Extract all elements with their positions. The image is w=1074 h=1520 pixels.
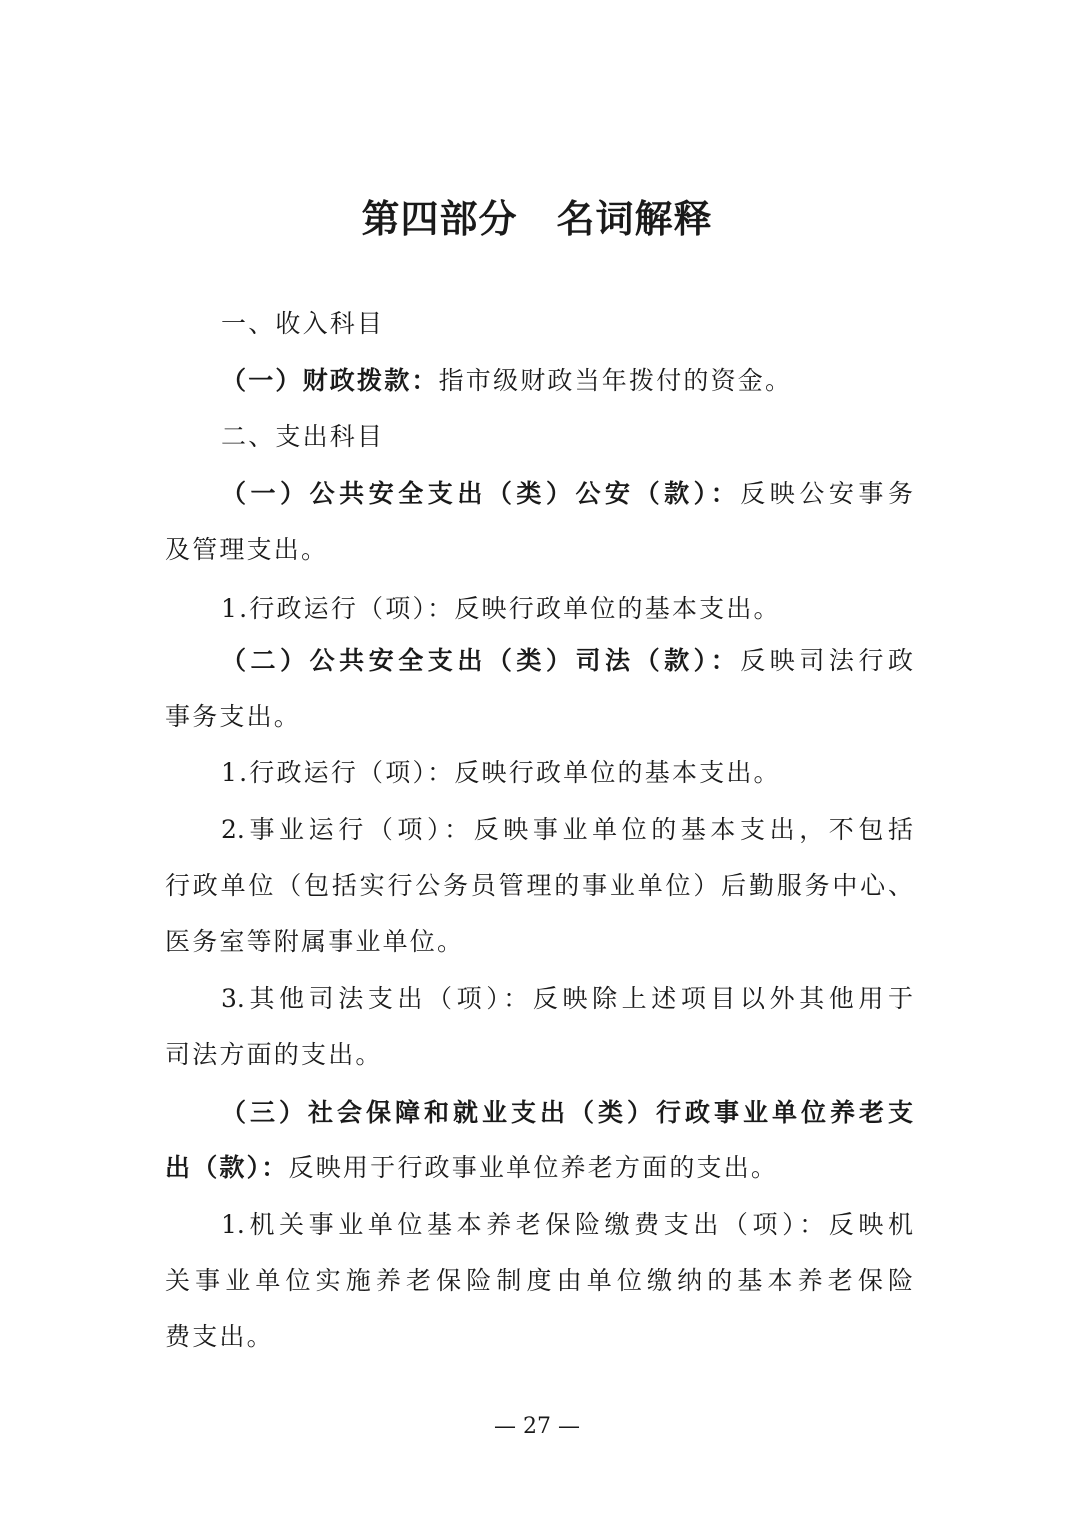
expense-item-1-sub-1 bbox=[221, 592, 913, 626]
expense-item-2-text-b: 事务支出。 bbox=[165, 702, 302, 731]
income-item-1 bbox=[221, 364, 913, 398]
expense-item-2-sub-2-line-3 bbox=[165, 925, 913, 959]
expense-item-1-sub-1-text: 1.行政运行（项）：反映行政单位的基本支出。 bbox=[221, 594, 781, 623]
expense-item-1-label: （一）公共安全支出（类）公安（款）： bbox=[221, 479, 741, 508]
expense-item-2-sub-2-text-b: 行政单位（包括实行公务员管理的事业单位）后勤服务中心、 bbox=[165, 871, 913, 900]
expense-item-2-sub-2-line-1 bbox=[221, 813, 913, 847]
expense-item-2-sub-3-text-b: 司法方面的支出。 bbox=[165, 1040, 383, 1069]
income-item-1-text: 指市级财政当年拨付的资金。 bbox=[438, 366, 793, 395]
expense-item-1-text-a: 反映公安事务 bbox=[740, 479, 913, 508]
expense-item-2-sub-2-line-2 bbox=[165, 869, 913, 903]
income-item-1-label: （一）财政拨款： bbox=[221, 366, 439, 395]
expense-item-3-line-1 bbox=[221, 1096, 913, 1130]
expense-item-3-sub-1-line-2 bbox=[165, 1264, 913, 1298]
expense-item-2-sub-1-text: 1.行政运行（项）：反映行政单位的基本支出。 bbox=[221, 758, 781, 787]
expense-item-2-sub-3-text-a: 3.其他司法支出（项）：反映除上述项目以外其他用于 bbox=[221, 984, 913, 1013]
expense-item-3-sub-1-line-1 bbox=[221, 1208, 913, 1242]
expense-item-3-label-a: （三）社会保障和就业支出（类）行政事业单位养老支 bbox=[221, 1098, 913, 1127]
expense-item-3-sub-1-text-b: 关事业单位实施养老保险制度由单位缴纳的基本养老保险 bbox=[165, 1266, 913, 1295]
page-number: — 27 — bbox=[494, 1414, 580, 1439]
expense-item-2-sub-2-text-c: 医务室等附属事业单位。 bbox=[165, 927, 465, 956]
income-heading-text: 一、收入科目 bbox=[221, 309, 385, 338]
expense-item-2-sub-3-line-1 bbox=[221, 982, 913, 1016]
expense-item-2-sub-2-text-a: 2.事业运行（项）：反映事业单位的基本支出，不包括 bbox=[221, 815, 913, 844]
expense-item-2-line-2 bbox=[165, 700, 913, 734]
expense-item-1-line-2 bbox=[165, 533, 913, 567]
expense-item-2-line-1 bbox=[221, 644, 913, 678]
page-title: 第四部分 名词解释 bbox=[361, 197, 713, 241]
expense-heading-text: 二、支出科目 bbox=[221, 422, 385, 451]
expense-item-3-label-b: 出（款）： bbox=[165, 1153, 289, 1182]
expense-item-1-line-1 bbox=[221, 477, 913, 511]
expense-item-3-sub-1-text-a: 1.机关事业单位基本养老保险缴费支出（项）：反映机 bbox=[221, 1210, 913, 1239]
expense-item-3-sub-1-text-c: 费支出。 bbox=[165, 1322, 274, 1351]
expense-item-2-text-a: 反映司法行政 bbox=[740, 646, 913, 675]
expense-item-3-text: 反映用于行政事业单位养老方面的支出。 bbox=[288, 1153, 779, 1182]
expense-item-2-label: （二）公共安全支出（类）司法（款）： bbox=[221, 646, 741, 675]
expense-item-3-sub-1-line-3 bbox=[165, 1320, 913, 1354]
expense-item-3-line-2 bbox=[165, 1151, 913, 1185]
expense-item-2-sub-1 bbox=[221, 756, 913, 790]
expense-item-1-text-b: 及管理支出。 bbox=[165, 535, 329, 564]
income-heading bbox=[221, 307, 913, 341]
expense-heading bbox=[221, 420, 913, 454]
expense-item-2-sub-3-line-2 bbox=[165, 1038, 913, 1072]
